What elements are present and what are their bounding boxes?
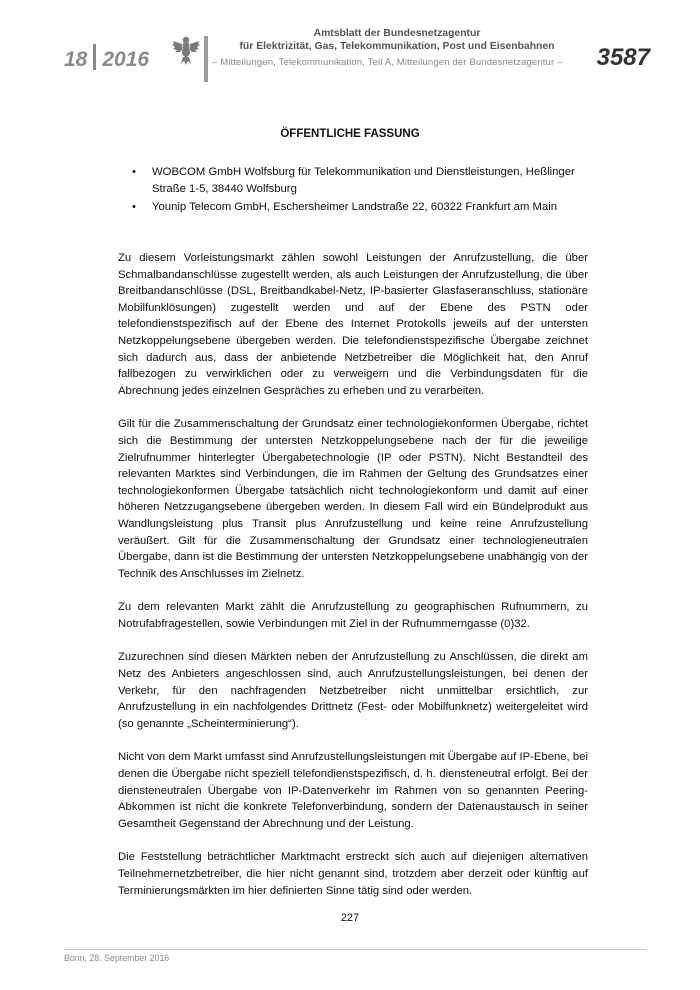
- list-item: [118, 164, 598, 198]
- bullet-icon: •: [132, 166, 136, 178]
- issue-year: 2016: [102, 48, 150, 71]
- gazette-subtitle: – Mitteilungen, Telekommunikation, Teil A, Mitteilungen der Bundesnetzagentur –: [212, 57, 563, 68]
- bullet-icon: •: [132, 201, 136, 213]
- header-divider: [204, 36, 208, 82]
- paragraph: Zuzurechnen sind diesen Märkten neben der Anrufzustellung zu Anschlüssen, die direkt am Netz des Anbieters angeschlossen sind, auch Anrufzustellungsleistungen, bei denen der Verkehr, für den nachfragenden Netzbetreiber nicht unmittelbar ersichtlich, zur Anrufzustellung in ein nachfolgendes Drittnetz (Fest- oder Mobilfunknetz) weitergeleitet wird (so genannte „Scheinterminierung“).: [118, 651, 588, 730]
- gazette-title-line1: Amtsblatt der Bundesnetzagentur: [313, 28, 481, 39]
- gazette-title-line2: für Elektrizität, Gas, Telekommunikation, Post und Eisenbahnen: [239, 40, 555, 52]
- gazette-page-number: 3587: [596, 44, 650, 71]
- paragraph: Gilt für die Zusammenschaltung der Grundsatz einer technologiekonformen Übergabe, richtet sich die Bestimmung der untersten Netzkoppelungsebene nach der für die jeweilige Zielrufnummer hinterlegter Übergabetechnologie (IP oder PSTN). Nicht Bestandteil des relevanten Marktes sind Verbindungen, die im Rahmen der Geltung des Grundsatzes einer technologiekonformen Übergabe tatsächlich nicht technologiekonform und damit auf einer höheren Netzzugangsebene übergeben werden. In diesem Fall wird ein Bündelprodukt aus Wandlungsleistung plus Transit plus Anrufzustellung und keine reine Anrufzustellung veräußert. Gilt für die Zusammenschaltung der Grundsatz einer technologieneutralen Übergabe, dann ist die Bestimmung der untersten Netzkoppelungsebene unabhängig von der Technik des Anschlusses im Zielnetz.: [118, 418, 588, 580]
- issue-number: 18: [64, 48, 88, 71]
- issue-divider: [93, 44, 96, 70]
- list-item-text: Younip Telecom GmbH, Eschersheimer Landstraße 22, 60322 Frankfurt am Main: [152, 201, 558, 213]
- paragraph: Nicht von dem Markt umfasst sind Anrufzustellungsleistungen mit Übergabe auf IP-Ebene, bei denen die Übergabe nicht speziell telefondienstspezifisch, d. h. diensteneutral erfolgt. Bei der diensteneutralen Übergabe von IP-Datenverkehr im Rahmen von so genannten Peering-Abkommen ist nicht die konkrete Telefonverbindung, sondern der Datenaustausch in seiner Gesamtheit Gegenstand der Abrechnung und der Leistung.: [118, 751, 588, 830]
- gazette-title: [212, 28, 582, 53]
- footer-date: Bonn, 28. September 2016: [64, 953, 170, 963]
- company-list: [118, 164, 598, 217]
- paragraph: Zu dem relevanten Markt zählt die Anrufzustellung zu geographischen Rufnummern, zu Notrufabfragestellen, sowie Verbindungen mit Ziel in der Rufnummerngasse (0)32.: [118, 601, 588, 630]
- document-title: ÖFFENTLICHE FASSUNG: [280, 128, 420, 140]
- paragraph: Zu diesem Vorleistungsmarkt zählen sowohl Leistungen der Anrufzustellung, die über Schmalbandanschlüsse zugestellt werden, als auch Leistungen der Anrufzustellung, die über Breitbandanschlüsse (DSL, Breitbandkabel-Netz, IP-basierter Glasfaseranschluss, stationäre Mobilfunklösungen) zugestellt werden und auf der Ebene des PSTN oder telefondienstspezifisch auf der Ebene des Internet Protokolls jeweils auf der untersten Netzkoppelungsebene übergeben werden. Die telefondienstspezifische Übergabe zeichnet sich dadurch aus, dass der anbietende Netzbetreiber die Möglichkeit hat, den Anruf fallbezogen zu verwirklichen oder zu verweigern und die Verbindungsdaten für die Abrechnung jedes einzelnen Gespräches zu erheben und zu verarbeiten.: [118, 252, 588, 397]
- paragraph: Die Feststellung beträchtlicher Marktmacht erstreckt sich auch auf diejenigen alternativen Teilnehmernetzbetreiber, die hier nicht genannt sind, trotzdem aber derzeit oder künftig auf Terminierungsmärkten im hier definierten Sinne tätig sind oder werden.: [118, 851, 588, 897]
- issue-label: [64, 44, 149, 72]
- federal-eagle-icon: [172, 34, 200, 66]
- list-item: [118, 199, 598, 216]
- footer-divider: [64, 949, 646, 950]
- document-page-number: 227: [340, 912, 360, 924]
- document-body: [118, 250, 588, 916]
- list-item-text: WOBCOM GmbH Wolfsburg für Telekommunikation und Dienstleistungen, Heßlinger Straße 1-5, 38440 Wolfsburg: [152, 166, 575, 195]
